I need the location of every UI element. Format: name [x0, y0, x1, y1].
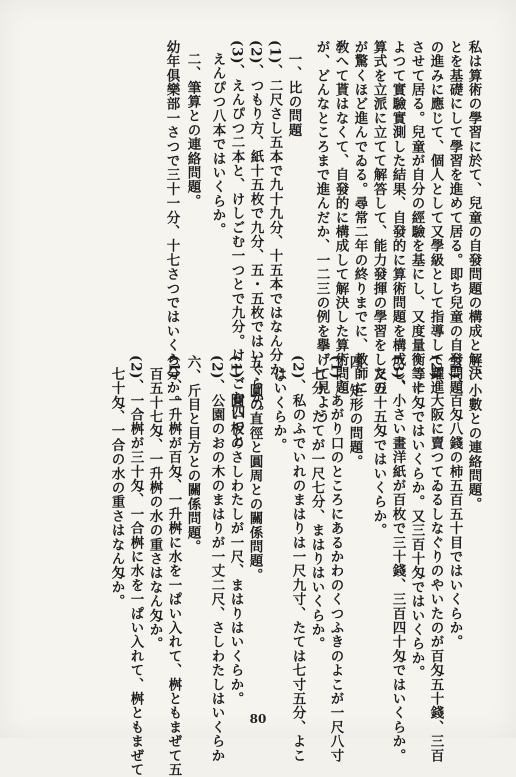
text-column: (2)、大阪に賣つてゐるしなぐりのやいたのが百匁五十錢、三百	[427, 355, 444, 763]
text-column: はいくらか。	[270, 367, 287, 453]
text-column: えんぴつ八本ではいくらか。	[209, 52, 226, 237]
section-heading: 六、斤目と目方との關係問題。	[184, 355, 201, 554]
section-heading: 一、比の問題	[285, 52, 302, 138]
text-column: (1)、百匁八錢の柿五百五十目ではいくらか。	[446, 355, 463, 650]
text-column: 私は算術の學習に於て、兒童の自發問題の構成と解決	[465, 40, 482, 381]
text-column: (1)、二尺さし五本で九十九分、十五本ではなん分か。	[266, 40, 283, 391]
text-column: とを基礎にして學習を進めて居る。即ち兒童の自發問題	[446, 40, 463, 395]
text-column: よつて實驗實測した結果、自發的に算術問題を構成し、	[389, 40, 406, 395]
text-column: (2)、私のふでいれのまはりは一尺九寸、たては七寸五分、よこ	[289, 355, 306, 763]
section-heading: 三、小數との連絡問題。	[465, 355, 482, 512]
text-column: させて居る。兒童が自分の經驗を基にし、又度量衡等に	[408, 40, 425, 395]
text-column: 百五十七匁、一升桝の水の重さはなん匁か。	[146, 367, 163, 651]
text-column: (3)、小さい畫洋紙が百枚で三十錢、三百四十匁ではいくらか。	[389, 355, 406, 763]
text-column: 敎へて貰はなくて、自發的に構成して解決した算術問題	[332, 40, 349, 395]
text-column: 二十匁ではいくらか。又三百十匁ではいくらか。	[408, 367, 425, 680]
text-column: (2)、一合桝が三十匁、一合桝に水を一ぱい入れて、桝ともまぜて	[127, 355, 144, 777]
text-column: が驚くほど進んでゐる。尋常二年の終りまでに、教師に	[351, 40, 368, 395]
text-column: 七分、たてが一尺七分、まはりはいくらか。	[308, 367, 325, 651]
text-column: (2)、公園のおの木のまはりが一丈二尺、さしわたしはいくらか	[208, 355, 225, 763]
text-column: (1)、一升桝が百匁、一升桝に水を一ぱい入れて、桝ともまぜて五	[165, 355, 182, 777]
text-column: 算式を立派に立てて解答して、能力發揮の學習をしたの	[370, 40, 387, 395]
text-column: 七十匁、一合の水の重さはなん匁か。	[108, 367, 125, 609]
text-column: の進みに應じて、個人として又學級として指導して躍進	[427, 40, 444, 395]
text-column: が、どんなところまで進んだか、一二三の例を擧げて見よう	[313, 40, 330, 424]
text-column: (1)、あがり口のところにあるかわのくつふきのよこが一尺八寸	[327, 355, 344, 763]
text-column: (2)、つもり方、紙十五枚で九分、五・五枚ではいくらか。	[247, 40, 264, 420]
section-heading: 二、筆算との連絡問題。	[184, 52, 201, 209]
section-heading: 五、圓の直徑と圓周との關係問題。	[246, 355, 263, 583]
text-column: 又五十五匁ではいくらか。	[370, 367, 387, 538]
text-column: (3)、えんぴつ二本と、けしごむ一つとで九分。けしごむ四つと	[228, 40, 245, 448]
text-column: 幼年俱樂部一さつで三十一分、十七さつではいくら分か。	[163, 40, 180, 410]
page-number: 80	[249, 712, 267, 726]
section-heading: 四、矩形の問題。	[346, 355, 363, 469]
text-column: (1)、圓い板のさしわたしが一尺、まはりはいくらか。	[227, 355, 244, 706]
